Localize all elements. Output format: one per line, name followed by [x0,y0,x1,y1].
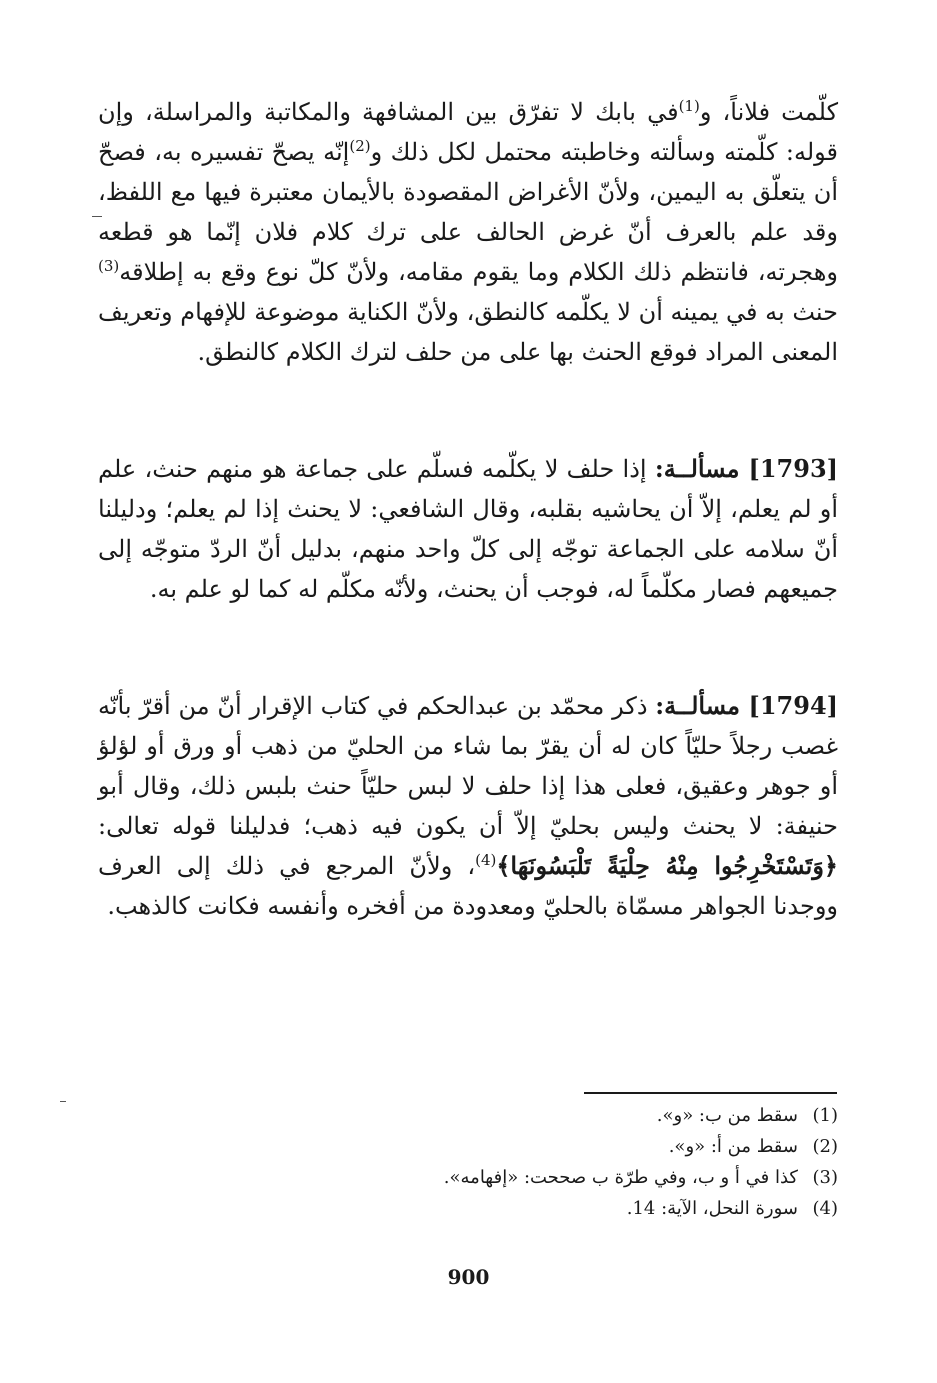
footnote [300,1131,838,1162]
issue-text: ، ولأنّ المرجع في ذلك إلى العرف ووجدنا الجواهر مسمّاة بالحليّ ومعدودة من أفخره وأنفسه فكانت كالذهب. [98,852,838,920]
section-gap [98,372,838,449]
footnote-text: كذا في أ و ب، وفي طرّة ب صححت: «إفهامه». [443,1167,798,1188]
text-run: حنث به في يمينه أن لا يكلّمه كالنطق، ولأنّ الكناية موضوعة للإفهام وتعريف المعنى المراد فوقع الحنث بها على من حلف لترك الكلام كالنطق. [98,298,838,366]
footnote [300,1193,838,1224]
footnote-text: سقط من أ: «و». [668,1136,798,1157]
scan-mark [92,216,102,217]
footnote-separator [584,1092,837,1094]
issue-text: ذكر محمّد بن عبدالحكم في كتاب الإقرار أنّ من أقرّ بأنّه غصب رجلاً حليّاً كان له أن يقرّ بما شاء من الحليّ من ذهب أو ورق أو لؤلؤ أو جوهر وعقيق، فعلى هذا إذا حلف لا لبس حليّاً حنث بلبس ذلك، وقال أبو حنيفة: لا يحنث وليس بحليّ إلاّ أن يكون فيه ذهب؛ فدليلنا قوله تعالى: [98,692,838,840]
footnotes [300,1100,838,1224]
footnote-number: (1) [812,1105,838,1126]
text-run: إنّه يصحّ تفسيره به، فصحّ أن يتعلّق به اليمين، ولأنّ الأغراض المقصودة بالأيمان معتبرة فيها مع اللفظ، وقد علم بالعرف أنّ غرض الحالف على ترك كلام فلان إنّما هو قطعه وهجرته، فانتظم ذلك الكلام وما يقوم مقامه، ولأنّ كلّ نوع وقع به إطلاقه [98,138,838,286]
footnote-number: (2) [812,1136,838,1157]
section-gap [98,609,838,686]
paragraph-intro [98,92,838,372]
footnote [300,1100,838,1131]
footnote-ref: (4) [475,851,497,869]
scan-mark [60,1101,66,1102]
issue-label: [1794] مسألــة: [655,691,838,720]
footnote [300,1162,838,1193]
text-run: كلّمت فلاناً، و [699,98,838,126]
footnote-ref: (1) [678,97,700,115]
footnote-text: سقط من ب: «و». [656,1105,798,1126]
footnote-number: (3) [812,1167,838,1188]
issue-text: إذا حلف لا يكلّمه فسلّم على جماعة هو منهم حنث، علم أو لم يعلم، إلاّ أن يحاشيه بقلبه، وقال الشافعي: لا يحنث إذا لم يعلم؛ ودليلنا أنّ سلامه على الجماعة توجّه إلى كلّ واحد منهم، بدليل أنّ الردّ متوجّه إلى جميعهم فصار مكلّماً له، فوجب أن يحنث، ولأنّه مكلّم له كما لو علم به. [98,455,838,603]
footnote-ref: (2) [349,137,371,155]
issue-1794 [98,686,838,926]
footnote-number: (4) [812,1198,838,1219]
page-number: 900 [447,1265,490,1289]
issue-1793 [98,449,838,609]
quran-verse: ﴿وَتَسْتَخْرِجُوا مِنْهُ حِلْيَةً تَلْبَسُونَهَا﴾ [496,851,838,880]
text-run: في بابك لا تفرّق بين المشافهة والمكاتبة والمراسلة، وإن قوله: كلّمته وسألته وخاطبته محتمل لكل ذلك و [98,98,838,166]
issue-label: [1793] مسألــة: [654,454,838,483]
main-text [98,92,838,926]
footnote-ref: (3) [98,257,120,275]
footnote-text: سورة النحل، الآية: 14. [626,1198,798,1219]
